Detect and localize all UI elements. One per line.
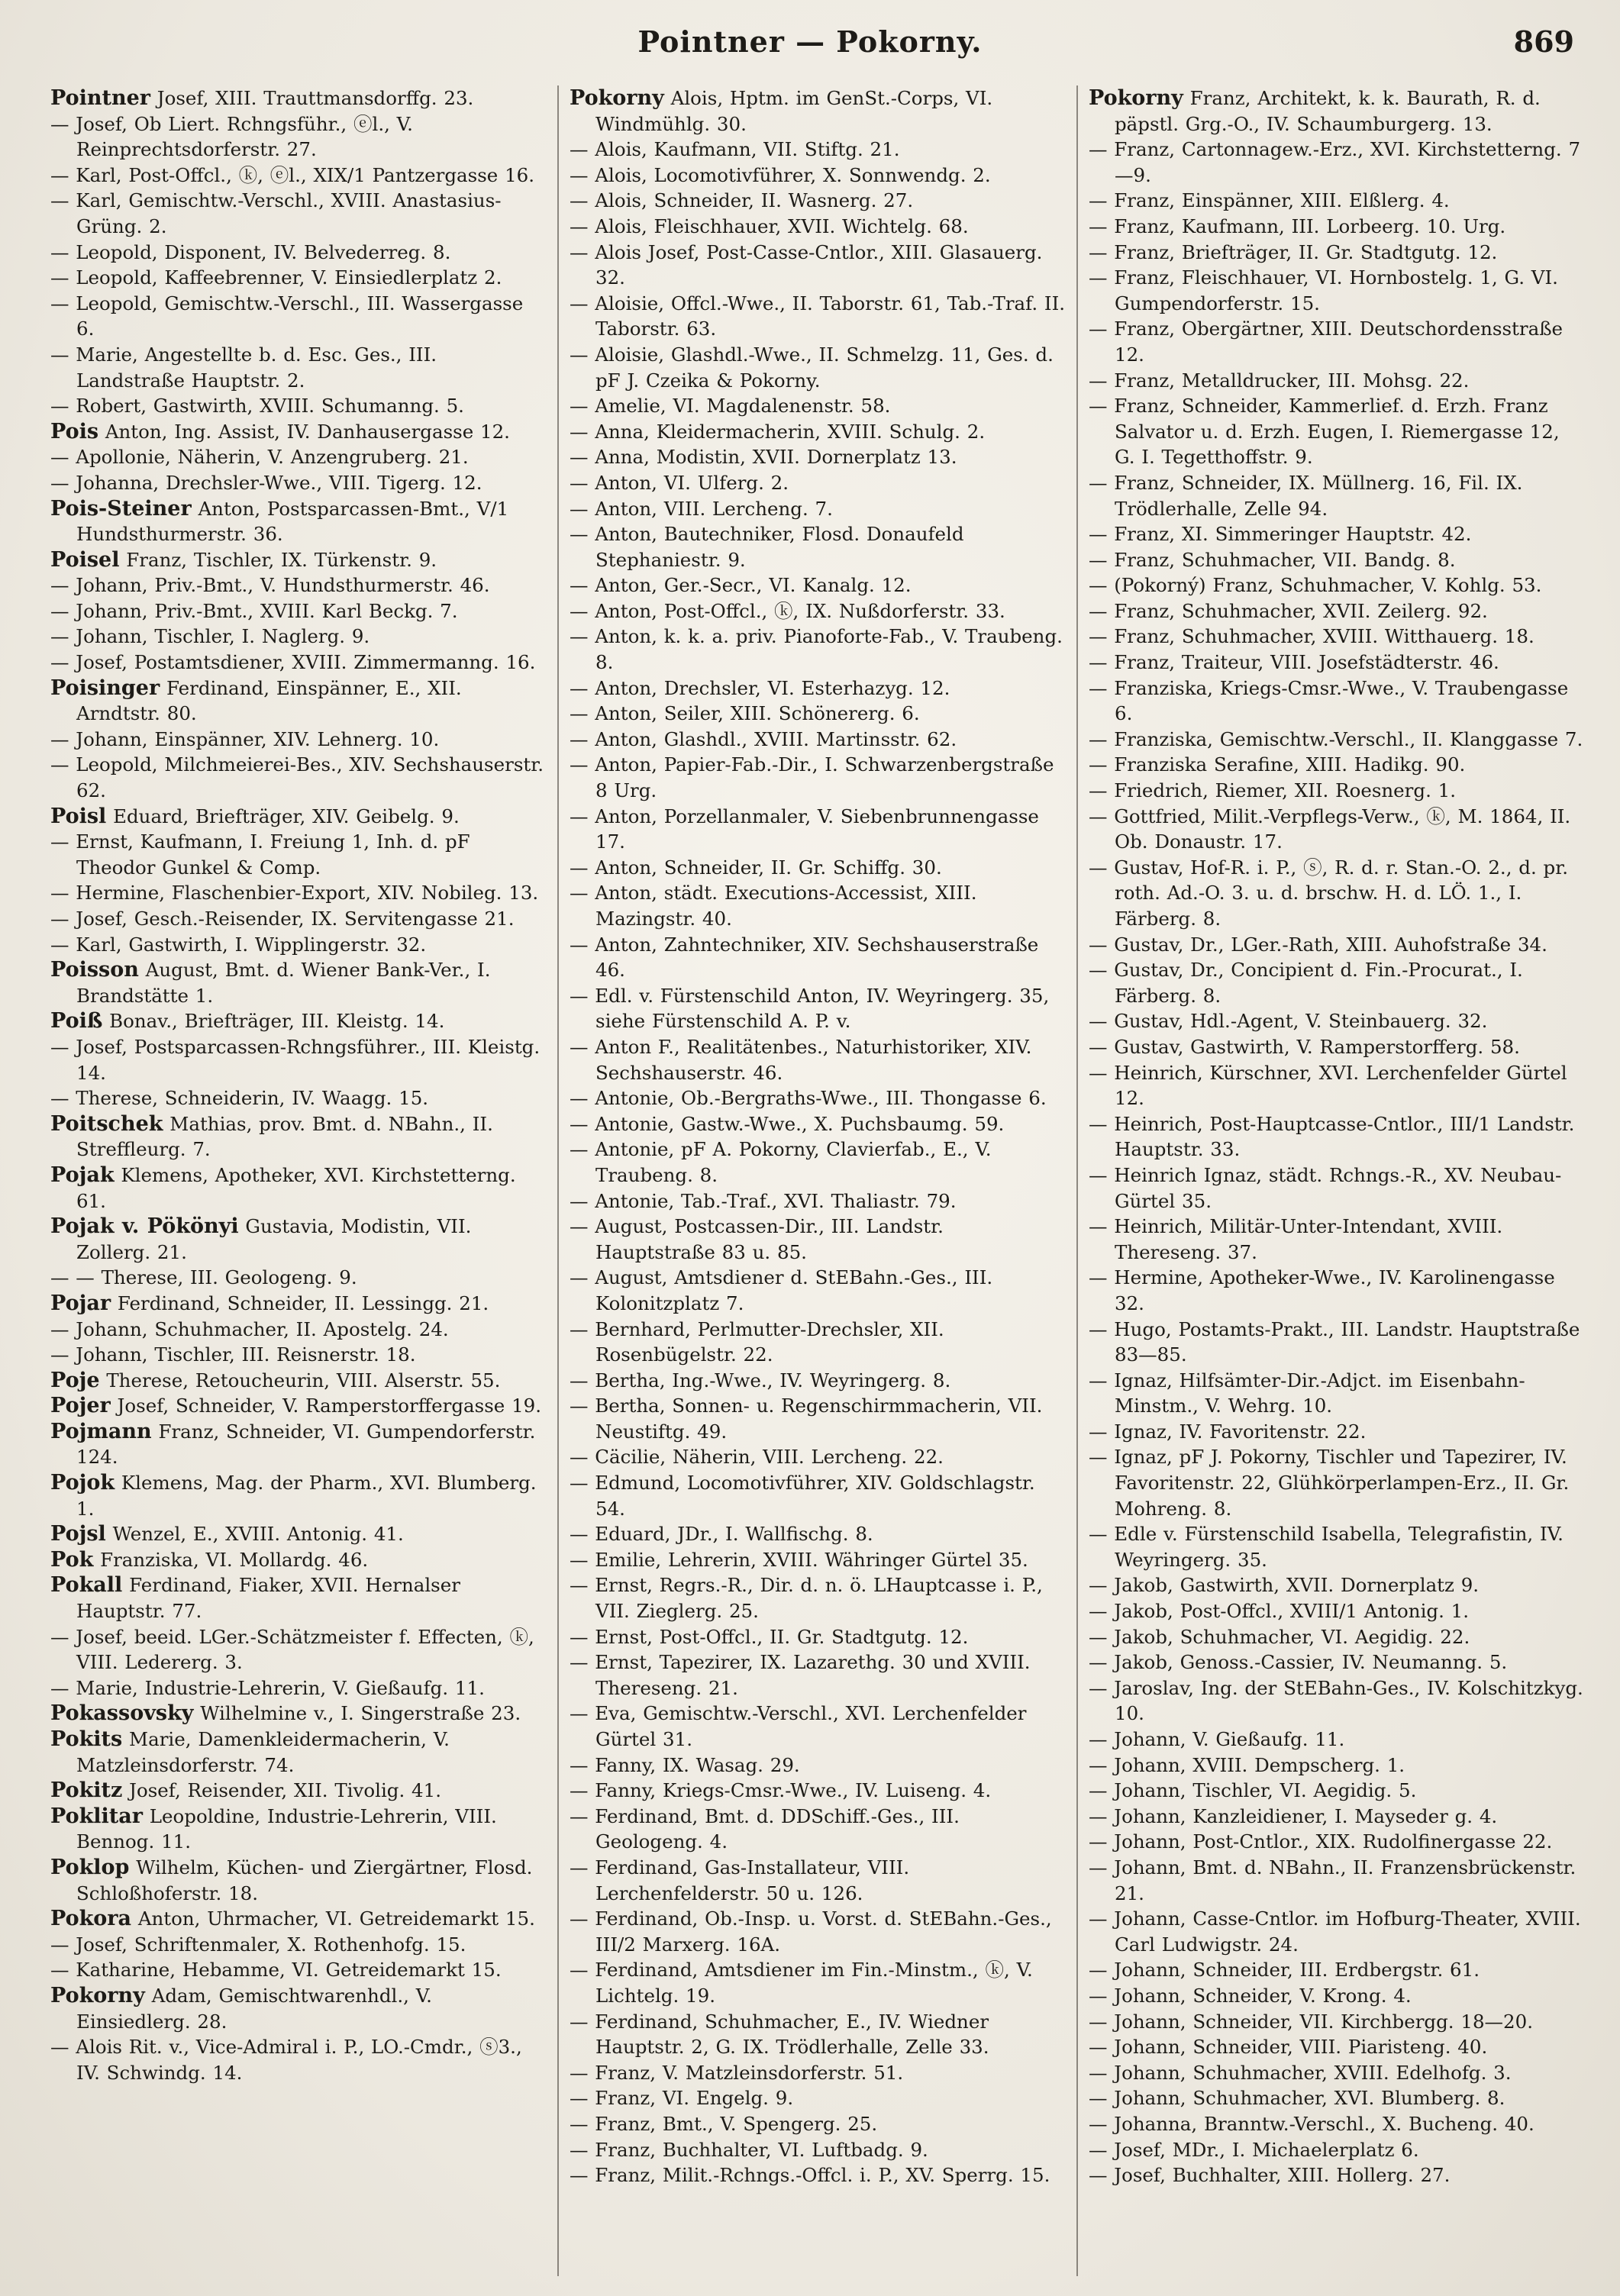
directory-entry: Poje Therese, Retoucheurin, VIII. Alserstr. 55. [50, 1368, 501, 1392]
directory-entry: — August, Postcassen-Dir., III. Landstr. Hauptstraße 83 u. 85. [570, 1215, 944, 1263]
directory-entry: — Josef, Postamtsdiener, XVIII. Zimmermanng. 16. [50, 651, 536, 674]
directory-entry: Poisl Eduard, Briefträger, XIV. Geibelg. 9. [50, 804, 460, 828]
entry-surname: Pok [50, 1547, 94, 1572]
directory-entry: Poisinger Ferdinand, Einspänner, E., XII. Arndtstr. 80. [50, 676, 462, 725]
column-1 [50, 85, 547, 2276]
entry-surname: Poisl [50, 804, 107, 828]
directory-entry: Pokorny Alois, Hptm. im GenSt.-Corps, VI. Windmühlg. 30. [570, 86, 993, 135]
directory-entry: Pojak v. Pökönyi Gustavia, Modistin, VII. Zollerg. 21. [50, 1214, 472, 1263]
directory-entry: Poiß Bonav., Briefträger, III. Kleistg. 14. [50, 1009, 445, 1034]
directory-entry: — Edl. v. Fürstenschild Anton, IV. Weyringerg. 35, siehe Fürstenschild A. P. v. [570, 984, 1050, 1033]
directory-entry: — Anton F., Realitätenbes., Naturhistoriker, XIV. Sechshauserstr. 46. [570, 1035, 1032, 1084]
entry-surname: Pojak [50, 1163, 115, 1187]
directory-entry: — Ignaz, Hilfsämter-Dir.-Adjct. im Eisenbahn-Minstm., V. Wehrg. 10. [1089, 1369, 1525, 1417]
directory-entry: — Amelie, VI. Magdalenenstr. 58. [570, 395, 891, 418]
directory-entry: — Johann, Tischler, VI. Aegidig. 5. [1089, 1779, 1417, 1802]
directory-entry: Pok Franziska, VI. Mollardg. 46. [50, 1547, 369, 1572]
directory-entry: — Franz, Traiteur, VIII. Josefstädterstr. 46. [1089, 651, 1499, 674]
directory-entry: — Heinrich, Post-Hauptcasse-Cntlor., III/1 Landstr. Hauptstr. 33. [1089, 1112, 1575, 1161]
directory-entry: — Marie, Industrie-Lehrerin, V. Gießaufg. 11. [50, 1676, 485, 1699]
directory-entry: — Franz, Schuhmacher, XVIII. Witthauerg. 18. [1089, 625, 1534, 648]
entry-surname: Pojmann [50, 1419, 152, 1443]
directory-entry: Pojar Ferdinand, Schneider, II. Lessingg. 21. [50, 1291, 489, 1315]
directory-entry: — Leopold, Disponent, IV. Belvederreg. 8. [50, 240, 451, 263]
directory-entry: — Gustav, Hdl.-Agent, V. Steinbauerg. 32. [1089, 1010, 1488, 1033]
directory-entry: — Johanna, Branntw.-Verschl., X. Bucheng. 40. [1089, 2112, 1534, 2135]
directory-entry: — Ferdinand, Amtsdiener im Fin.-Minstm., ⓚ, V. Lichtelg. 19. [570, 1959, 1033, 2007]
directory-entry: — Ferdinand, Ob.-Insp. u. Vorst. d. StEBahn.-Ges., III/2 Marxerg. 16A. [570, 1907, 1052, 1956]
directory-entry: — Katharine, Hebamme, VI. Getreidemarkt 15. [50, 1959, 502, 1982]
directory-entry: — Anton, Glashdl., XVIII. Martinsstr. 62. [570, 727, 957, 750]
directory-entry: — — Therese, III. Geologeng. 9. [50, 1266, 357, 1289]
directory-entry: — Johann, Kanzleidiener, I. Mayseder g. 4. [1089, 1804, 1498, 1827]
directory-entry: — Jakob, Schuhmacher, VI. Aegidig. 22. [1089, 1625, 1470, 1648]
directory-entry: — Josef, Postsparcassen-Rchngsführer., III. Kleistg. 14. [50, 1035, 541, 1084]
directory-entry: — Johann, Schneider, III. Erdbergstr. 61. [1089, 1959, 1480, 1982]
directory-entry: — Ferdinand, Bmt. d. DDSchiff.-Ges., III. Geologeng. 4. [570, 1804, 960, 1853]
directory-entry: Pokora Anton, Uhrmacher, VI. Getreidemarkt 15. [50, 1907, 535, 1931]
directory-entry: — Franziska, Gemischtw.-Verschl., II. Klanggasse 7. [1089, 727, 1583, 750]
entry-surname: Pojsl [50, 1522, 106, 1546]
directory-entry: — Apollonie, Näherin, V. Anzengruberg. 21. [50, 446, 469, 469]
directory-entry: — Hermine, Flaschenbier-Export, XIV. Nobileg. 13. [50, 882, 539, 905]
directory-entry: — Anton, Drechsler, VI. Esterhazyg. 12. [570, 676, 950, 699]
directory-entry: — Johann, Tischler, III. Reisnerstr. 18. [50, 1343, 416, 1366]
directory-entry: Pojer Josef, Schneider, V. Ramperstorffergasse 19. [50, 1394, 542, 1418]
directory-entry: — Therese, Schneiderin, IV. Waagg. 15. [50, 1087, 429, 1110]
directory-entry: — Franz, Bmt., V. Spengerg. 25. [570, 2112, 878, 2135]
directory-entry: — Johann, Schneider, V. Krong. 4. [1089, 1984, 1412, 2007]
directory-entry: — Josef, Schriftenmaler, X. Rothenhofg. 15. [50, 1933, 466, 1956]
directory-entry: — Leopold, Milchmeierei-Bes., XIV. Sechshauserstr. 62. [50, 753, 544, 802]
directory-entry: — Edmund, Locomotivführer, XIV. Goldschlagstr. 54. [570, 1472, 1035, 1520]
directory-entry: — Anton, städt. Executions-Accessist, XIII. Mazingstr. 40. [570, 882, 977, 930]
directory-entry: — Josef, Ob Liert. Rchngsführ., ⓔl., V. Reinprechtsdorferstr. 27. [50, 112, 413, 161]
directory-entry: — Leopold, Gemischtw.-Verschl., III. Wassergasse 6. [50, 292, 524, 340]
directory-entry: — Franz, Briefträger, II. Gr. Stadtgutg. 12. [1089, 240, 1498, 263]
directory-entry: — Antonie, Tab.-Traf., XVI. Thaliastr. 79. [570, 1189, 957, 1212]
directory-entry: — Franz, XI. Simmeringer Hauptstr. 42. [1089, 523, 1472, 546]
directory-entry: Poisson August, Bmt. d. Wiener Bank-Ver., I. Brandstätte 1. [50, 958, 491, 1007]
entry-surname: Pokorny [570, 86, 664, 110]
directory-entry: — Gustav, Gastwirth, V. Ramperstorfferg. 58. [1089, 1035, 1520, 1058]
directory-entry: — Hermine, Apotheker-Wwe., IV. Karolinengasse 32. [1089, 1266, 1555, 1314]
directory-entry: Pois-Steiner Anton, Postsparcassen-Bmt., V/1 Hundsthurmerstr. 36. [50, 496, 509, 546]
entry-surname: Pois-Steiner [50, 496, 192, 521]
directory-entry: — Karl, Post-Offcl., ⓚ, ⓔl., XIX/1 Pantzergasse 16. [50, 163, 535, 186]
directory-entry: — Johann, V. Gießaufg. 11. [1089, 1728, 1345, 1750]
directory-entry: — Gottfried, Milit.-Verpflegs-Verw., ⓚ, M. 1864, II. Ob. Donaustr. 17. [1089, 805, 1571, 853]
directory-entry: — Ernst, Kaufmann, I. Freiung 1, Inh. d. pF Theodor Gunkel & Comp. [50, 830, 470, 879]
directory-entry: — Franziska Serafine, XIII. Hadikg. 90. [1089, 753, 1466, 776]
directory-entry: — Franz, Milit.-Rchngs.-Offcl. i. P., XV. Sperrg. 15. [570, 2164, 1050, 2187]
column-divider [1076, 85, 1078, 2276]
page-title: Pointner — Pokorny. [637, 24, 983, 59]
directory-entry: Pokorny Adam, Gemischtwarenhdl., V. Einsiedlerg. 28. [50, 1983, 432, 2033]
directory-entry: Pokitz Josef, Reisender, XII. Tivolig. 41. [50, 1778, 442, 1803]
directory-entry: — Johann, Schuhmacher, XVI. Blumberg. 8. [1089, 2087, 1505, 2110]
directory-entry: — Edle v. Fürstenschild Isabella, Telegrafistin, IV. Weyringerg. 35. [1089, 1523, 1564, 1571]
directory-entry: Poitschek Mathias, prov. Bmt. d. NBahn., II. Streffleurg. 7. [50, 1111, 493, 1161]
directory-entry: Pokits Marie, Damenkleidermacherin, V. Matzleinsdorferstr. 74. [50, 1727, 450, 1776]
directory-entry: — Ferdinand, Schuhmacher, E., IV. Wiedner Hauptstr. 2, G. IX. Trödlerhalle, Zelle 33. [570, 2010, 989, 2059]
directory-entry: Pojak Klemens, Apotheker, XVI. Kirchstetterng. 61. [50, 1163, 516, 1212]
directory-entry: — Gustav, Dr., LGer.-Rath, XIII. Auhofstraße 34. [1089, 933, 1547, 956]
directory-entry: — Antonie, Ob.-Bergraths-Wwe., III. Thongasse 6. [570, 1087, 1047, 1110]
directory-entry: — Alois, Kaufmann, VII. Stiftg. 21. [570, 138, 900, 161]
directory-entry: — Franz, Buchhalter, VI. Luftbadg. 9. [570, 2138, 928, 2161]
directory-entry: — Aloisie, Offcl.-Wwe., II. Taborstr. 61, Tab.-Traf. II. Taborstr. 63. [570, 292, 1066, 340]
directory-entry: — Johann, Schuhmacher, XVIII. Edelhofg. 3. [1089, 2061, 1512, 2084]
directory-entry: — Anton, Ger.-Secr., VI. Kanalg. 12. [570, 574, 912, 597]
directory-entry: — Anton, Post-Offcl., ⓚ, IX. Nußdorferstr. 33. [570, 599, 1005, 622]
directory-entry: — Alois, Locomotivführer, X. Sonnwendg. 2. [570, 163, 991, 186]
directory-entry: — Eduard, JDr., I. Wallfischg. 8. [570, 1523, 873, 1546]
entry-surname: Poje [50, 1368, 100, 1392]
entry-surname: Poklitar [50, 1804, 143, 1828]
directory-entry: — Cäcilie, Näherin, VIII. Lercheng. 22. [570, 1446, 944, 1469]
directory-entry: — Karl, Gastwirth, I. Wipplingerstr. 32. [50, 933, 427, 956]
column-2 [570, 85, 1066, 2276]
directory-entry: — Franz, VI. Engelg. 9. [570, 2087, 794, 2110]
directory-entry: Pojsl Wenzel, E., XVIII. Antonig. 41. [50, 1522, 404, 1546]
directory-entry: — Alois Josef, Post-Casse-Cntlor., XIII. Glasauerg. 32. [570, 240, 1043, 289]
directory-entry: — (Pokorný) Franz, Schuhmacher, V. Kohlg. 53. [1089, 574, 1542, 597]
directory-entry: — Fanny, Kriegs-Cmsr.-Wwe., IV. Luiseng. 4. [570, 1779, 992, 1802]
directory-entry: — Johanna, Drechsler-Wwe., VIII. Tigerg. 12. [50, 471, 482, 494]
directory-entry: — Franz, Fleischhauer, VI. Hornbostelg. 1, G. VI. Gumpendorferstr. 15. [1089, 266, 1558, 314]
directory-entry: Poisel Franz, Tischler, IX. Türkenstr. 9. [50, 547, 437, 572]
entry-surname: Poisinger [50, 676, 160, 700]
directory-entry: — Franz, Metalldrucker, III. Mohsg. 22. [1089, 369, 1470, 392]
entry-surname: Pojer [50, 1394, 111, 1418]
directory-entry: — Franziska, Kriegs-Cmsr.-Wwe., V. Traubengasse 6. [1089, 676, 1569, 725]
entry-surname: Pojak v. Pökönyi [50, 1214, 239, 1239]
directory-entry: — Franz, Schneider, IX. Müllnerg. 16, Fil. IX. Trödlerhalle, Zelle 94. [1089, 471, 1523, 520]
directory-entry: — Johann, Einspänner, XIV. Lehnerg. 10. [50, 727, 440, 750]
directory-entry: — Anton, VIII. Lercheng. 7. [570, 497, 833, 520]
directory-entry: — Heinrich Ignaz, städt. Rchngs.-R., XV. Neubau-Gürtel 35. [1089, 1163, 1562, 1212]
directory-entry: — Heinrich, Militär-Unter-Intendant, XVIII. Thereseng. 37. [1089, 1215, 1503, 1263]
directory-entry: — Anton, Seiler, XIII. Schönererg. 6. [570, 702, 920, 725]
directory-entry: Pokassovsky Wilhelmine v., I. Singerstraße 23. [50, 1701, 521, 1726]
directory-entry: — Jakob, Genoss.-Cassier, IV. Neumanng. 5. [1089, 1651, 1508, 1674]
directory-entry: Pokorny Franz, Architekt, k. k. Baurath, R. d. päpstl. Grg.-O., IV. Schaumburgerg. 13. [1089, 86, 1541, 135]
entry-surname: Poklop [50, 1855, 130, 1879]
directory-entry: — Alois Rit. v., Vice-Admiral i. P., LO.-Cmdr., ⓢ3., IV. Schwindg. 14. [50, 2036, 522, 2084]
directory-entry: — Robert, Gastwirth, XVIII. Schumanng. 5. [50, 395, 464, 418]
directory-entry: — Anton, Porzellanmaler, V. Siebenbrunnengasse 17. [570, 805, 1039, 853]
directory-entry: — Gustav, Hof-R. i. P., ⓢ, R. d. r. Stan.-O. 2., d. pr. roth. Ad.-O. 3. u. d. brschw. H. d. LÖ. 1., I. Färberg. 8. [1089, 856, 1569, 930]
page-header [46, 17, 1574, 70]
directory-entry: — Ernst, Regrs.-R., Dir. d. n. ö. LHauptcasse i. P., VII. Zieglerg. 25. [570, 1574, 1043, 1623]
directory-entry: — Franz, Einspänner, XIII. Elßlerg. 4. [1089, 189, 1450, 212]
directory-entry: — Franz, Schuhmacher, VII. Bandg. 8. [1089, 548, 1456, 571]
directory-entry: — Anton, VI. Ulferg. 2. [570, 471, 789, 494]
directory-entry: — Jaroslav, Ing. der StEBahn-Ges., IV. Kolschitzkyg. 10. [1089, 1676, 1583, 1725]
directory-entry: — Franz, Obergärtner, XIII. Deutschordensstraße 12. [1089, 318, 1564, 366]
directory-entry: — Josef, Buchhalter, XIII. Hollerg. 27. [1089, 2164, 1451, 2187]
directory-entry: — Franz, Schuhmacher, XVII. Zeilerg. 92. [1089, 599, 1488, 622]
directory-entry: — Johann, Priv.-Bmt., V. Hundsthurmerstr. 46. [50, 574, 490, 597]
directory-entry: — Jakob, Post-Offcl., XVIII/1 Antonig. 1. [1089, 1600, 1470, 1623]
directory-entry: — Johann, Casse-Cntlor. im Hofburg-Theater, XVIII. Carl Ludwigstr. 24. [1089, 1907, 1581, 1956]
entry-surname: Pojar [50, 1291, 111, 1315]
directory-entry: — Josef, MDr., I. Michaelerplatz 6. [1089, 2138, 1419, 2161]
directory-entry: — Franz, Kaufmann, III. Lorbeerg. 10. Urg. [1089, 214, 1506, 237]
directory-entry: — Franz, Schneider, Kammerlief. d. Erzh. Franz Salvator u. d. Erzh. Eugen, I. Riemergasse 12, G. I. Tegetthoffstr. 9. [1089, 395, 1560, 469]
directory-entry: — Josef, beeid. LGer.-Schätzmeister f. Effecten, ⓚ, VIII. Ledererg. 3. [50, 1625, 534, 1674]
directory-entry: — Franz, Cartonnagew.-Erz., XVI. Kirchstetterng. 7—9. [1089, 138, 1581, 186]
directory-entry: — Aloisie, Glashdl.-Wwe., II. Schmelzg. 11, Ges. d. pF J. Czeika & Pokorny. [570, 343, 1054, 392]
directory-entry: — Alois, Schneider, II. Wasnerg. 27. [570, 189, 914, 212]
directory-entry: — Ferdinand, Gas-Installateur, VIII. Lerchenfelderstr. 50 u. 126. [570, 1856, 910, 1904]
directory-entry: — Alois, Fleischhauer, XVII. Wichtelg. 68. [570, 214, 969, 237]
directory-entry: — Ignaz, pF J. Pokorny, Tischler und Tapezirer, IV. Favoritenstr. 22, Glühkörperlampen-Erz., II. Gr. Mohreng. 8. [1089, 1446, 1570, 1520]
entry-surname: Pokorny [1089, 86, 1183, 110]
directory-entry: — Bertha, Ing.-Wwe., IV. Weyringerg. 8. [570, 1369, 951, 1391]
entry-surname: Poitschek [50, 1111, 163, 1136]
directory-entry: — Gustav, Dr., Concipient d. Fin.-Procurat., I. Färberg. 8. [1089, 959, 1523, 1007]
directory-entry: — Karl, Gemischtw.-Verschl., XVIII. Anastasius-Grüng. 2. [50, 189, 502, 237]
directory-entry: — Anton, Bautechniker, Flosd. Donaufeld Stephaniestr. 9. [570, 523, 964, 571]
directory-entry: Pojok Klemens, Mag. der Pharm., XVI. Blumberg. 1. [50, 1471, 537, 1520]
directory-entry: Poklitar Leopoldine, Industrie-Lehrerin, VIII. Bennog. 11. [50, 1804, 497, 1853]
directory-entry: — Fanny, IX. Wasag. 29. [570, 1753, 800, 1776]
directory-entry: — Johann, Schneider, VIII. Piaristeng. 40. [1089, 2036, 1488, 2059]
directory-entry: — Ernst, Post-Offcl., II. Gr. Stadtgutg. 12. [570, 1625, 969, 1648]
directory-entry: — Anna, Modistin, XVII. Dornerplatz 13. [570, 446, 957, 469]
directory-entry: — Johann, Schneider, VII. Kirchbergg. 18—20. [1089, 2010, 1534, 2033]
page-number: 869 [1513, 24, 1574, 59]
directory-entry: Pojmann Franz, Schneider, VI. Gumpendorferstr. 124. [50, 1419, 536, 1469]
directory-entry: — Johann, Tischler, I. Naglerg. 9. [50, 625, 370, 648]
directory-entry: — Johann, Priv.-Bmt., XVIII. Karl Beckg. 7. [50, 599, 458, 622]
column-divider [557, 85, 559, 2276]
entry-surname: Pokassovsky [50, 1701, 194, 1726]
directory-entry: — Antonie, Gastw.-Wwe., X. Puchsbaumg. 59. [570, 1112, 1005, 1135]
directory-entry: — Josef, Gesch.-Reisender, IX. Servitengasse 21. [50, 908, 515, 930]
entry-surname: Pojok [50, 1471, 115, 1495]
directory-entry: — Hugo, Postamts-Prakt., III. Landstr. Hauptstraße 83—85. [1089, 1317, 1580, 1366]
directory-entry: — Franz, V. Matzleinsdorferstr. 51. [570, 2061, 904, 2084]
directory-entry: — Friedrich, Riemer, XII. Roesnerg. 1. [1089, 779, 1457, 802]
directory-entry: — Bertha, Sonnen- u. Regenschirmmacherin, VII. Neustiftg. 49. [570, 1395, 1043, 1443]
directory-entry: — Antonie, pF A. Pokorny, Clavierfab., E., V. Traubeng. 8. [570, 1138, 992, 1186]
entry-surname: Poisson [50, 958, 139, 982]
column-3 [1089, 85, 1585, 2276]
entry-surname: Pointner [50, 86, 150, 110]
directory-entry: — Heinrich, Kürschner, XVI. Lerchenfelder Gürtel 12. [1089, 1061, 1567, 1110]
directory-entry: — Johann, XVIII. Dempscherg. 1. [1089, 1753, 1405, 1776]
directory-entry: — Bernhard, Perlmutter-Drechsler, XII. Rosenbügelstr. 22. [570, 1317, 944, 1366]
directory-entry: — Leopold, Kaffeebrenner, V. Einsiedlerplatz 2. [50, 266, 502, 289]
directory-entry: — Marie, Angestellte b. d. Esc. Ges., III. Landstraße Hauptstr. 2. [50, 343, 437, 392]
entry-surname: Pois [50, 419, 99, 443]
directory-entry: Pokall Ferdinand, Fiaker, XVII. Hernalser Hauptstr. 77. [50, 1573, 460, 1623]
entry-surname: Pokora [50, 1907, 132, 1931]
entry-surname: Poisel [50, 547, 120, 572]
directory-entry: — Anton, Schneider, II. Gr. Schiffg. 30. [570, 856, 942, 879]
directory-entry: — Eva, Gemischtw.-Verschl., XVI. Lerchenfelder Gürtel 31. [570, 1702, 1027, 1750]
directory-entry: — Emilie, Lehrerin, XVIII. Währinger Gürtel 35. [570, 1548, 1028, 1571]
directory-entry: — Anton, k. k. a. priv. Pianoforte-Fab., V. Traubeng. 8. [570, 625, 1063, 674]
directory-entry: — Anton, Zahntechniker, XIV. Sechshauserstraße 46. [570, 933, 1039, 982]
directory-entry: — Johann, Bmt. d. NBahn., II. Franzensbrückenstr. 21. [1089, 1856, 1576, 1904]
directory-entry: — Ernst, Tapezirer, IX. Lazarethg. 30 und XVIII. Thereseng. 21. [570, 1651, 1031, 1699]
entry-surname: Pokorny [50, 1983, 145, 2007]
directory-entry: Poklop Wilhelm, Küchen- und Ziergärtner, Flosd. Schloßhoferstr. 18. [50, 1855, 533, 1904]
directory-entry: — Anna, Kleidermacherin, XVIII. Schulg. 2. [570, 420, 986, 443]
directory-entry: Pointner Josef, XIII. Trauttmansdorffg. 23. [50, 86, 474, 110]
entry-surname: Pokits [50, 1727, 123, 1751]
directory-entry: — Johann, Post-Cntlor., XIX. Rudolfinergasse 22. [1089, 1830, 1553, 1853]
directory-columns [50, 85, 1583, 2276]
directory-entry: — August, Amtsdiener d. StEBahn.-Ges., III. Kolonitzplatz 7. [570, 1266, 993, 1314]
entry-surname: Poiß [50, 1009, 103, 1034]
directory-entry: — Ignaz, IV. Favoritenstr. 22. [1089, 1420, 1367, 1443]
directory-entry: — Anton, Papier-Fab.-Dir., I. Schwarzenbergstraße 8 Urg. [570, 753, 1054, 802]
directory-entry: — Johann, Schuhmacher, II. Apostelg. 24. [50, 1317, 449, 1340]
entry-surname: Pokall [50, 1573, 123, 1598]
directory-entry: Pois Anton, Ing. Assist, IV. Danhausergasse 12. [50, 419, 510, 443]
entry-surname: Pokitz [50, 1778, 123, 1803]
directory-entry: — Jakob, Gastwirth, XVII. Dornerplatz 9. [1089, 1574, 1480, 1597]
